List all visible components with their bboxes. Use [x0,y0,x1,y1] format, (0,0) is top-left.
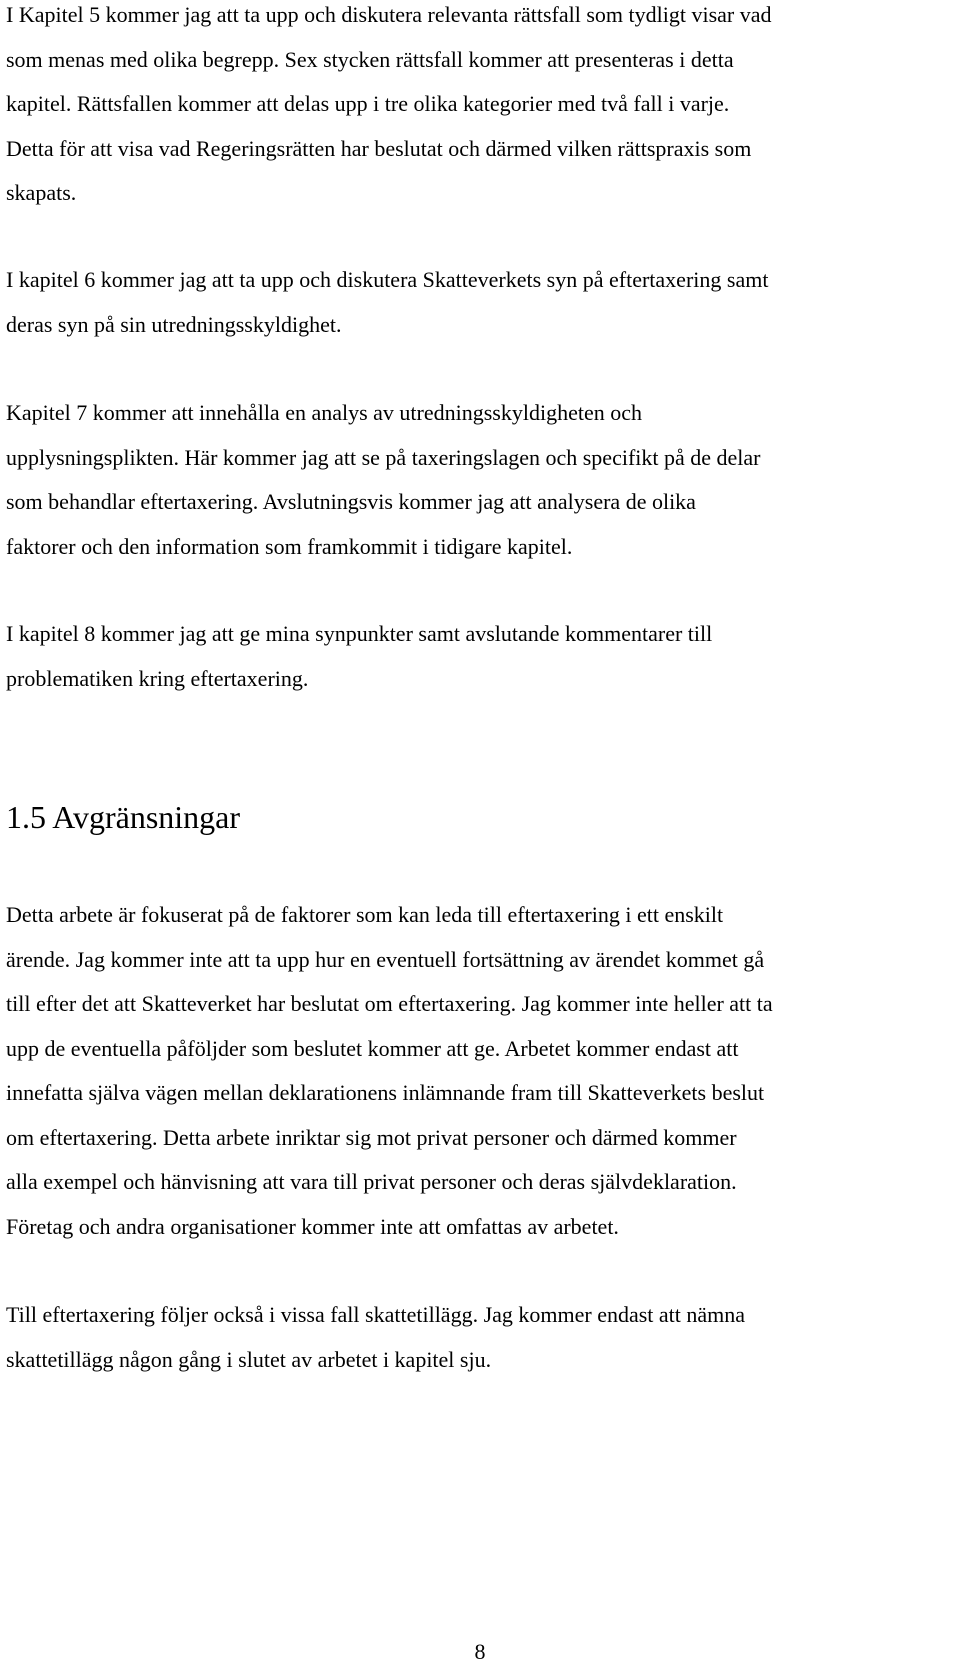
paragraph-chapter-7 [6,391,952,569]
text-line: I Kapitel 5 kommer jag att ta upp och diskutera relevanta rättsfall som tydligt visar vad [6,2,772,27]
text-line: som behandlar eftertaxering. Avslutningsvis kommer jag att analysera de olika [6,489,696,514]
text-line: upplysningsplikten. Här kommer jag att se på taxeringslagen och specifikt på de delar [6,444,761,470]
text-line: Detta arbete är fokuserat på de faktorer som kan leda till eftertaxering i ett enskilt [6,902,724,927]
text-line: I kapitel 6 kommer jag att ta upp och diskutera Skatteverkets syn på eftertaxering samt [6,267,769,292]
text-line: alla exempel och hänvisning att vara till privat personer och deras självdeklaration. [6,1169,737,1194]
text-line: faktorer och den information som framkommit i tidigare kapitel. [6,533,573,559]
text-line: upp de eventuella påföljder som beslutet kommer att ge. Arbetet kommer endast att [6,1035,739,1061]
paragraph-chapter-5 [6,0,952,216]
text-line: Kapitel 7 kommer att innehålla en analys av utredningsskyldigheten och [6,400,642,425]
text-line: som menas med olika begrepp. Sex stycken rättsfall kommer att presenteras i detta [6,46,734,72]
text-line: kapitel. Rättsfallen kommer att delas upp i tre olika kategorier med två fall i varje. [6,91,730,116]
text-line: om eftertaxering. Detta arbete inriktar sig mot privat personer och därmed kommer [6,1124,737,1150]
text-line: I kapitel 8 kommer jag att ge mina synpunkter samt avslutande kommentarer till [6,621,713,646]
text-line: Företag och andra organisationer kommer inte att omfattas av arbetet. [6,1213,619,1239]
paragraph-tax-surcharge [6,1293,952,1382]
paragraph-chapter-6 [6,258,952,347]
text-line: deras syn på sin utredningsskyldighet. [6,311,342,337]
text-line: skapats. [6,180,77,205]
text-line: innefatta själva vägen mellan deklarationens inlämnande fram till Skatteverkets beslut [6,1080,765,1105]
text-line: till efter det att Skatteverket har beslutat om eftertaxering. Jag kommer inte heller att ta [6,991,773,1016]
text-line: skattetillägg någon gång i slutet av arbetet i kapitel sju. [6,1346,492,1372]
section-heading: 1.5 Avgränsningar [6,799,241,835]
text-line: Till eftertaxering följer också i vissa fall skattetillägg. Jag kommer endast att nämna [6,1302,746,1327]
page-number: 8 [474,1639,486,1664]
paragraph-scope [6,893,952,1249]
text-line: Detta för att visa vad Regeringsrätten har beslutat och därmed vilken rättspraxis som [6,135,752,161]
text-line: problematiken kring eftertaxering. [6,665,309,691]
paragraph-chapter-8 [6,612,952,701]
text-line: ärende. Jag kommer inte att ta upp hur en eventuell fortsättning av ärendet kommet gå [6,946,765,972]
